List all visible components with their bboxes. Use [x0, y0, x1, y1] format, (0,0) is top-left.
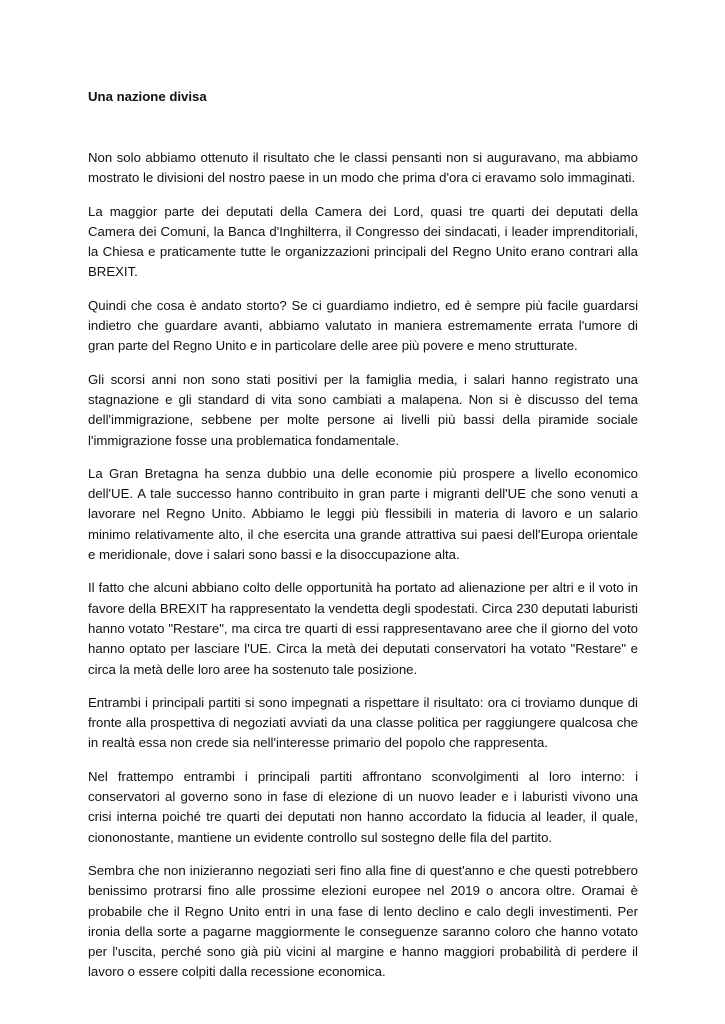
paragraph-5: La Gran Bretagna ha senza dubbio una delle economie più prospere a livello economico dell'UE. A tale successo hanno contribuito in gran parte i migranti dell'UE che sono venuti a lavorare nel Regno Unito. Abbiamo le leggi più flessibili in materia di lavoro e un salario minimo relativamente alto, il che esercita una grande attrattiva sui paesi dell'Europa orientale e meridionale, dove i salari sono bassi e la disoccupazione alta. — [88, 465, 638, 563]
paragraph-6: Il fatto che alcuni abbiano colto delle opportunità ha portato ad alienazione per altri e il voto in favore della BREXIT ha rappresentato la vendetta degli spodestati. Circa 230 deputati laburisti hanno votato "Restare", ma circa tre quarti di essi rappresentavano aree che il giorno del voto hanno optato per lasciare l'UE. Circa la metà dei deputati conservatori ha votato "Restare" e circa la metà delle loro aree ha sostenuto tale posizione. — [88, 580, 638, 677]
paragraph-9: Sembra che non inizieranno negoziati seri fino alla fine di quest'anno e che questi potrebbero benissimo protrarsi fino alle prossime elezioni europee nel 2019 o ancora oltre. Oramai è probabile che il Regno Unito entri in una fase di lento declino e calo degli investimenti. Per ironia della sorte a pagarne maggiormente le conseguenze saranno coloro che hanno votato per l'uscita, perché sono già più vicini al margine e hanno maggiori probabilità di perdere il lavoro o essere colpiti dalla recessione economica. — [88, 862, 638, 980]
paragraph-2: La maggior parte dei deputati della Camera dei Lord, quasi tre quarti dei deputati della Camera dei Comuni, la Banca d'Inghilterra, il Congresso dei sindacati, i leader imprenditoriali, la Chiesa e praticamente tutte le organizzazioni principali del Regno Unito erano contrari alla BREXIT. — [88, 203, 638, 280]
document-body — [88, 87, 638, 996]
paragraph-7: Entrambi i principali partiti si sono impegnati a rispettare il risultato: ora ci troviamo dunque di fronte alla prospettiva di negoziati avviati da una classe politica per raggiungere qualcosa che in realtà essa non crede sia nell'interesse primario del popolo che rappresenta. — [88, 694, 638, 751]
paragraph-8: Nel frattempo entrambi i principali partiti affrontano sconvolgimenti al loro interno: i conservatori al governo sono in fase di elezione di un nuovo leader e i laburisti vivono una crisi interna poiché tre quarti dei deputati non hanno accordato la fiducia al leader, il quale, ciononostante, mantiene un evidente controllo sul sostegno delle fila del partito. — [88, 768, 638, 845]
document-title: Una nazione divisa — [88, 89, 207, 104]
paragraph-1: Non solo abbiamo ottenuto il risultato che le classi pensanti non si auguravano, ma abbiamo mostrato le divisioni del nostro paese in un modo che prima d'ora ci eravamo solo immaginati. — [88, 150, 638, 186]
paragraph-4: Gli scorsi anni non sono stati positivi per la famiglia media, i salari hanno registrato una stagnazione e gli standard di vita sono cambiati a malapena. Non si è discusso del tema dell'immigrazione, sebbene per molte persone ai livelli più bassi della piramide sociale l'immigrazione fosse una problematica fondamentale. — [88, 371, 638, 448]
paragraph-3: Quindi che cosa è andato storto? Se ci guardiamo indietro, ed è sempre più facile guardarsi indietro che guardare avanti, abbiamo valutato in maniera estremamente errata l'umore di gran parte del Regno Unito e in particolare delle aree più povere e meno strutturate. — [88, 297, 638, 354]
